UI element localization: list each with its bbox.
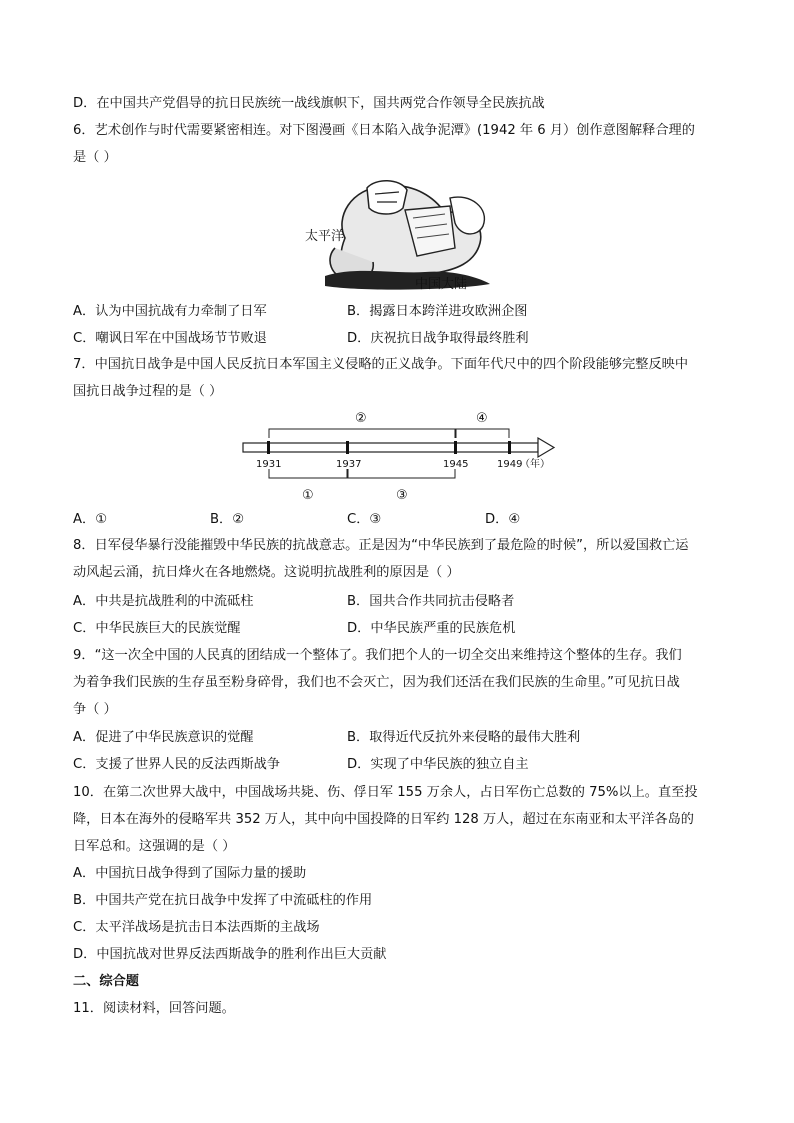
q11-stem: 11．阅读材料，回答问题。 (73, 1001, 235, 1016)
q10-stem-line1: 10．在第二次世界大战中，中国战场共毙、伤、俘日军 155 万余人，占日军伤亡总数的 75%以上。直至投 (73, 785, 698, 800)
q7-option-c: C．③ (347, 512, 382, 527)
cartoon-label-mainland: 中国大陆 (415, 277, 468, 292)
q9-stem-line1: 9．“这一次全中国的人民真的团结成一个整体了。我们把个人的一切全交出来维持这个整体的生存。我们 (73, 648, 682, 663)
cartoon-image (305, 178, 495, 293)
q7-option-a: A．① (73, 512, 108, 527)
timeline-mark-4: ④ (476, 411, 488, 426)
q10-stem-line3: 日军总和。这强调的是（ ） (73, 839, 236, 854)
q10-option-d: D．中国抗战对世界反法西斯战争的胜利作出巨大贡献 (73, 947, 387, 962)
q9-option-d: D．实现了中华民族的独立自主 (347, 757, 529, 772)
timeline-diagram (238, 405, 558, 505)
q6-option-c: C．嘲讽日军在中国战场节节败退 (73, 331, 267, 346)
timeline-year-1949: 1949 (497, 459, 523, 470)
timeline-year-1945: 1945 (443, 459, 469, 470)
q7-option-d: D．④ (485, 512, 521, 527)
q9-option-a: A．促进了中华民族意识的觉醒 (73, 730, 254, 745)
q6-option-b: B．揭露日本跨洋进攻欧洲企图 (347, 304, 528, 319)
q8-stem-line1: 8．日军侵华暴行没能摧毁中华民族的抗战意志。正是因为“中华民族到了最危险的时候”，所以爱国救亡运 (73, 538, 689, 553)
q8-stem-line2: 动风起云涌，抗日烽火在各地燃烧。这说明抗战胜利的原因是（ ） (73, 565, 460, 580)
q9-stem-line3: 争（ ） (73, 702, 117, 717)
timeline-mark-2: ② (355, 411, 367, 426)
q7-stem-line1: 7．中国抗日战争是中国人民反抗日本军国主义侵略的正义战争。下面年代尺中的四个阶段能够完整反映中 (73, 357, 689, 372)
q6-option-a: A．认为中国抗战有力牵制了日军 (73, 304, 267, 319)
q8-option-c: C．中华民族巨大的民族觉醒 (73, 621, 241, 636)
q6-stem-line1: 6．艺术创作与时代需要紧密相连。对下图漫画《日本陷入战争泥潭》(1942 年 6 月）创作意图解释合理的 (73, 123, 695, 138)
q9-option-b: B．取得近代反抗外来侵略的最伟大胜利 (347, 730, 581, 745)
q6-stem-line2: 是（ ） (73, 150, 117, 165)
q8-option-b: B．国共合作共同抗击侵略者 (347, 594, 515, 609)
q8-option-d: D．中华民族严重的民族危机 (347, 621, 516, 636)
q7-option-b: B．② (210, 512, 245, 527)
timeline-mark-1: ① (302, 488, 314, 503)
q9-option-c: C．支援了世界人民的反法西斯战争 (73, 757, 281, 772)
timeline-unit: （年） (520, 459, 550, 470)
timeline-year-1937: 1937 (336, 459, 362, 470)
q8-option-a: A．中共是抗战胜利的中流砥柱 (73, 594, 254, 609)
q10-option-c: C．太平洋战场是抗击日本法西斯的主战场 (73, 920, 320, 935)
q6-option-d: D．庆祝抗日战争取得最终胜利 (347, 331, 529, 346)
section-heading: 二、综合题 (73, 974, 139, 989)
q10-option-a: A．中国抗日战争得到了国际力量的援助 (73, 866, 307, 881)
q9-stem-line2: 为着争我们民族的生存虽至粉身碎骨，我们也不会灭亡，因为我们还活在我们民族的生命里。”可见抗日战 (73, 675, 680, 690)
q10-option-b: B．中国共产党在抗日战争中发挥了中流砥柱的作用 (73, 893, 373, 908)
q7-stem-line2: 国抗日战争过程的是（ ） (73, 384, 223, 399)
q10-stem-line2: 降，日本在海外的侵略军共 352 万人，其中向中国投降的日军约 128 万人，超过在东南亚和太平洋各岛的 (73, 812, 694, 827)
q5-option-d: D．在中国共产党倡导的抗日民族统一战线旗帜下，国共两党合作领导全民族抗战 (73, 96, 545, 111)
timeline-year-1931: 1931 (256, 459, 282, 470)
timeline-mark-3: ③ (396, 488, 408, 503)
cartoon-label-pacific: 太平洋 (305, 229, 345, 244)
